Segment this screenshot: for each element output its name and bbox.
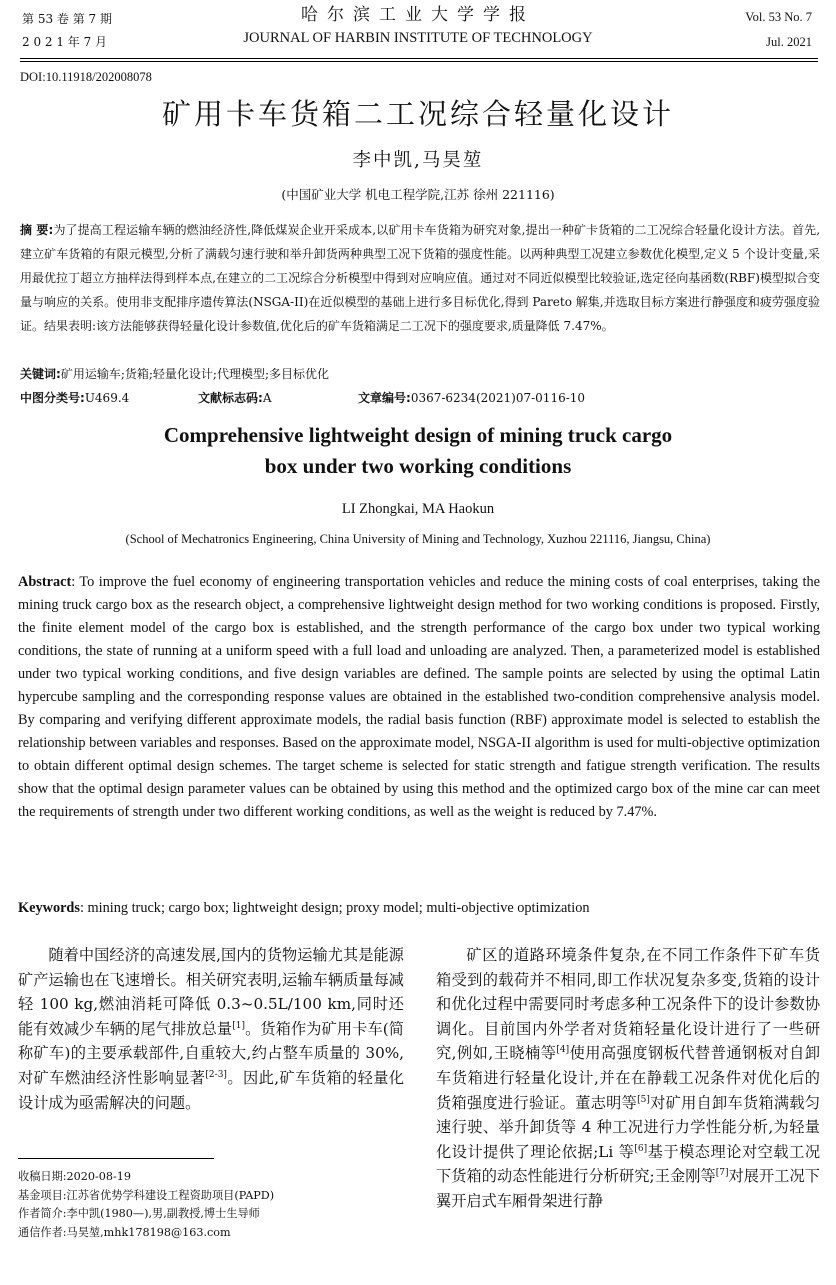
clc-number: [20, 386, 129, 410]
received-date: 收稿日期:2020-08-19: [18, 1170, 132, 1183]
abstract-en-text: To improve the fuel economy of engineering transportation vehicles and reduce the mining costs of coal enterprises, taking the mining truck cargo box as the research object, a comprehensive lightweight design method for two working conditions is proposed. Firstly, the finite element model of the cargo box is established, and the strength performance of the cargo box under two typical working conditions, the state of running at a uniform speed with a full load and unloading are analyzed. Then, a parameterized model is established under two typical working conditions, and five design variables are defined. The sample points are selected by using the optimal Latin hypercube sampling and the corresponding response values are obtained in the established two-condition comprehensive analysis model. By comparing and verifying different approximate models, the radial basis function (RBF) approximate model is selected to establish the relationship between variables and responses. Based on the approximate model, NSGA-II algorithm is used for multi-objective optimization to obtain different optimal design schemes. The target scheme is selected for static strength and fatigue strength verification. The results show that the optimal design parameter values can be obtained by using this method and the optimized cargo box of the mine car can meet the requirements of strength under two different working conditions, as well as the weight is reduced by 7.47%.: [18, 574, 821, 820]
citation[interactable]: [2-3]: [205, 1069, 227, 1080]
document-code: [198, 386, 271, 410]
body-text: 基于模态理论对空载工况下货箱的动态性能进行分析研究;王金刚等: [436, 1142, 821, 1186]
volume-en: Vol. 53 No. 7: [745, 10, 812, 24]
body-text: 。货箱作为矿用卡车(简称矿车)的主要承载部件,自重较大,约占整车质量的 30%,对矿车燃油经济性影响显著: [18, 1019, 404, 1087]
header-rule-thin: [20, 61, 818, 62]
doi: DOI:10.11918/202008078: [20, 70, 152, 84]
journal-name: [200, 4, 636, 50]
footnote-rule: [18, 1158, 214, 1159]
keywords-cn-label: 关键词:: [20, 367, 61, 381]
body-text: 对展开工况下翼开启式车厢骨架进行静: [436, 1167, 820, 1210]
title-cn: 矿用卡车货箱二工况综合轻量化设计: [161, 97, 674, 131]
article-value: 0367-6234(2021)07-0116-10: [410, 391, 586, 405]
title-en: [0, 420, 836, 482]
keywords-en: Keywords: mining truck; cargo box; lightweight design; proxy model; multi-objective optimization: [18, 900, 590, 916]
footnotes: [18, 1168, 418, 1242]
abstract-cn-label: 摘 要:: [20, 223, 54, 237]
doc-label: 文献标志码:: [198, 391, 263, 405]
body-column-left: [18, 943, 404, 1115]
abstract-en: Abstract: To improve the fuel economy of engineering transportation vehicles and reduce the mining costs of coal enterprises, taking the mining truck cargo box as the research object, a comprehensive lightweight design method for two working conditions is proposed. Firstly, the finite element model of the cargo box is established, and the strength performance of the cargo box under two typical working conditions, the state of running at a uniform speed with a full load and unloading are analyzed. Then, a parameterized model is established under two typical working conditions, and five design variables are defined. The sample points are selected by using the optimal Latin hypercube sampling and the corresponding response values are obtained in the established two-condition comprehensive analysis model. By comparing and verifying different approximate models, the radial basis function (RBF) approximate model is selected to establish the relationship between variables and responses. Based on the approximate model, NSGA-II algorithm is used for multi-objective optimization to obtain different optimal design schemes. The target scheme is selected for static strength and fatigue strength verification. The results show that the optimal design parameter values can be obtained by using this method and the optimized cargo box of the mine car can meet the requirements of strength under two different working conditions, as well as the weight is reduced by 7.47%.: [18, 574, 821, 820]
citation[interactable]: [6]: [634, 1143, 648, 1154]
doc-value: A: [262, 391, 272, 405]
citation[interactable]: [7]: [715, 1168, 729, 1179]
body-text: 矿区的道路环境条件复杂,在不同工作条件下矿车货箱受到的载荷并不相同,即工作状况复杂多变,货箱的设计和优化过程中需要同时考虑多种工况条件下的设计参数协调化。目前国内外学者对货箱轻量化设计进行了一些研究,例如,王晓楠等: [436, 946, 820, 1063]
journal-name-en: JOURNAL OF HARBIN INSTITUTE OF TECHNOLOGY: [243, 30, 593, 46]
author-bio: 作者简介:李中凯(1980—),男,副教授,博士生导师: [18, 1207, 260, 1220]
volume-cn: 第 53 卷 第 7 期: [22, 12, 112, 26]
clc-label: 中图分类号:: [20, 391, 85, 405]
clc-value: U469.4: [84, 391, 130, 405]
citation[interactable]: [1]: [232, 1020, 245, 1031]
title-en-line2: box under two working conditions: [264, 454, 572, 478]
date-en: Jul. 2021: [766, 35, 812, 49]
keywords-cn: [20, 362, 329, 386]
abstract-en-label: Abstract: [18, 574, 72, 590]
keywords-en-label: Keywords: [18, 900, 80, 916]
abstract-cn: [20, 218, 820, 338]
authors-cn: 李中凯,马昊堃: [352, 150, 484, 171]
title-en-line1: Comprehensive lightweight design of mining truck cargo: [163, 423, 673, 447]
abstract-cn-text: 为了提高工程运输车辆的燃油经济性,降低煤炭企业开采成本,以矿用卡车货箱为研究对象,提出一种矿卡货箱的二工况综合轻量化设计方法。首先,建立矿车货箱的有限元模型,分析了满载匀速行驶和举升卸货两种典型工况下货箱的强度性能。以两种典型工况建立参数优化模型,定义 5 个设计变量,采用最优拉丁超立方抽样法得到样本点,在建立的二工况综合分析模型中得到对应响应值。通过对不同近似模型比较验证,选定径向基函数(RBF)模型拟合变量与响应的关系。使用非支配排序遗传算法(NSGA-II)在近似模型的基础上进行多目标优化,得到 Pareto 解集,并选取目标方案进行静强度和疲劳强度验证。结果表明:该方法能够获得轻量化设计参数值,优化后的矿车货箱满足二工况下的强度要求,质量降低 7.47%。: [20, 223, 821, 333]
citation[interactable]: [4]: [556, 1045, 570, 1056]
journal-issue-cn: [22, 8, 112, 54]
body-column-right: [436, 943, 820, 1214]
body-text: 。因此,矿车货箱的轻量化设计成为亟需解决的问题。: [18, 1068, 404, 1112]
journal-issue-en: [745, 5, 812, 55]
header-rule-thick: [20, 58, 818, 59]
body-text: 随着中国经济的高速发展,国内的货物运输尤其是能源矿产运输也在飞速增长。相关研究表明,运输车辆质量每减轻 100 kg,燃油消耗可降低 0.3~0.5L/100 km,同时还能有效减少车辆的尾气排放总量: [18, 946, 404, 1038]
body-text: 对矿用自卸车货箱满载匀速行驶、举升卸货等 4 种工况进行力学性能分析,为轻量化设计提供了理论依据;Li 等: [436, 1093, 820, 1161]
journal-name-cn: 哈尔滨工业大学学报: [301, 5, 535, 25]
date-cn: 2 0 2 1 年 7 月: [22, 35, 108, 49]
article-label: 文章编号:: [358, 391, 411, 405]
body-text: 使用高强度钢板代替普通钢板对自卸车货箱进行轻量化设计,并在在静载工况条件对优化后的货箱强度进行验证。董志明等: [436, 1044, 821, 1112]
citation[interactable]: [5]: [637, 1094, 650, 1105]
authors-en: LI Zhongkai, MA Haokun: [341, 501, 495, 517]
body-paragraph: [18, 943, 404, 1115]
affiliation-en: (School of Mechatronics Engineering, China University of Mining and Technology, Xuzhou 221116, Jiangsu, China): [125, 532, 711, 546]
keywords-cn-text: 矿用运输车;货箱;轻量化设计;代理模型;多目标优化: [60, 367, 329, 381]
fund-project: 基金项目:江苏省优势学科建设工程资助项目(PAPD): [18, 1188, 275, 1202]
corresponding-author: 通信作者:马昊堃,mhk178198@163.com: [18, 1225, 231, 1239]
body-paragraph: [436, 943, 820, 1214]
affiliation-cn: (中国矿业大学 机电工程学院,江苏 徐州 221116): [281, 187, 555, 202]
article-number: [358, 386, 585, 410]
keywords-en-text: mining truck; cargo box; lightweight design; proxy model; multi-objective optimization: [87, 900, 590, 916]
